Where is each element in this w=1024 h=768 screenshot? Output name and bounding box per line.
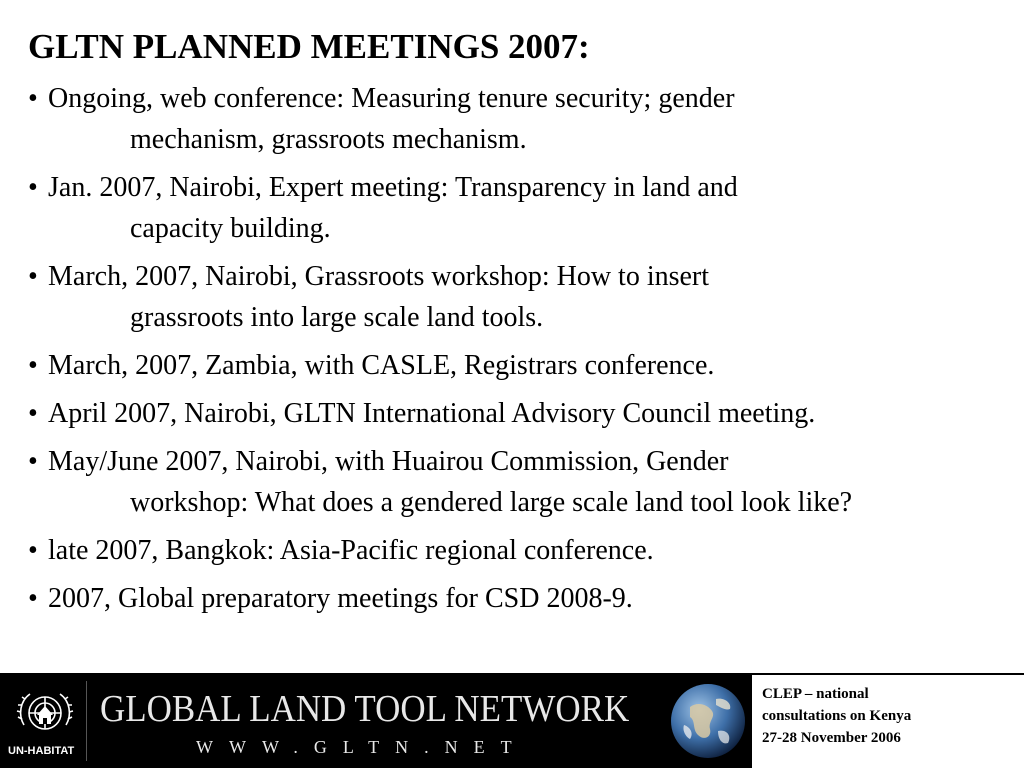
caption-line: consultations on Kenya	[762, 708, 912, 724]
bullet-marker: •	[28, 535, 38, 566]
meetings-list	[28, 78, 1018, 619]
bullet-continuation: mechanism, grassroots mechanism.	[130, 124, 527, 155]
un-habitat-label: UN-HABITAT	[8, 745, 75, 757]
bullet-text: Jan. 2007, Nairobi, Expert meeting: Transparency in land and	[48, 172, 738, 203]
network-url: WWW.GLTN.NET	[196, 737, 528, 757]
bullet-text: Ongoing, web conference: Measuring tenure security; gender	[48, 83, 735, 114]
bullet-text: March, 2007, Zambia, with CASLE, Registrars conference.	[48, 350, 715, 381]
bullet-text: late 2007, Bangkok: Asia-Pacific regional conference.	[48, 535, 654, 566]
bullet-continuation: capacity building.	[130, 213, 331, 244]
list-item	[28, 441, 1018, 523]
bullet-marker: •	[28, 261, 38, 292]
network-name: GLOBAL LAND TOOL NETWORK	[100, 688, 630, 730]
un-emblem-icon	[10, 687, 80, 743]
slide-title: GLTN PLANNED MEETINGS 2007:	[28, 27, 590, 66]
bullet-marker: •	[28, 446, 38, 477]
banner-divider	[86, 681, 87, 761]
bullet-text: April 2007, Nairobi, GLTN International Advisory Council meeting.	[48, 398, 816, 429]
slide-footer	[0, 673, 1024, 768]
bullet-text: March, 2007, Nairobi, Grassroots workshop: How to insert	[48, 261, 710, 292]
list-item	[28, 345, 1018, 386]
bullet-marker: •	[28, 398, 38, 429]
footer-caption	[762, 683, 911, 749]
caption-line: 27-28 November 2006	[762, 730, 901, 746]
globe-icon	[668, 681, 748, 761]
list-item	[28, 578, 1018, 619]
list-item	[28, 78, 1018, 160]
list-item	[28, 393, 1018, 434]
bullet-marker: •	[28, 172, 38, 203]
bullet-marker: •	[28, 583, 38, 614]
bullet-text: 2007, Global preparatory meetings for CSD 2008-9.	[48, 583, 633, 614]
bullet-text: May/June 2007, Nairobi, with Huairou Commission, Gender	[48, 446, 729, 477]
bullet-marker: •	[28, 350, 38, 381]
list-item	[28, 530, 1018, 571]
bullet-continuation: workshop: What does a gendered large scale land tool look like?	[130, 487, 853, 518]
list-item	[28, 256, 1018, 338]
slide-content	[28, 26, 1018, 626]
bullet-marker: •	[28, 83, 38, 114]
list-item	[28, 167, 1018, 249]
bullet-continuation: grassroots into large scale land tools.	[130, 302, 544, 333]
caption-line: CLEP – national	[762, 686, 869, 702]
gltn-banner	[0, 675, 752, 768]
